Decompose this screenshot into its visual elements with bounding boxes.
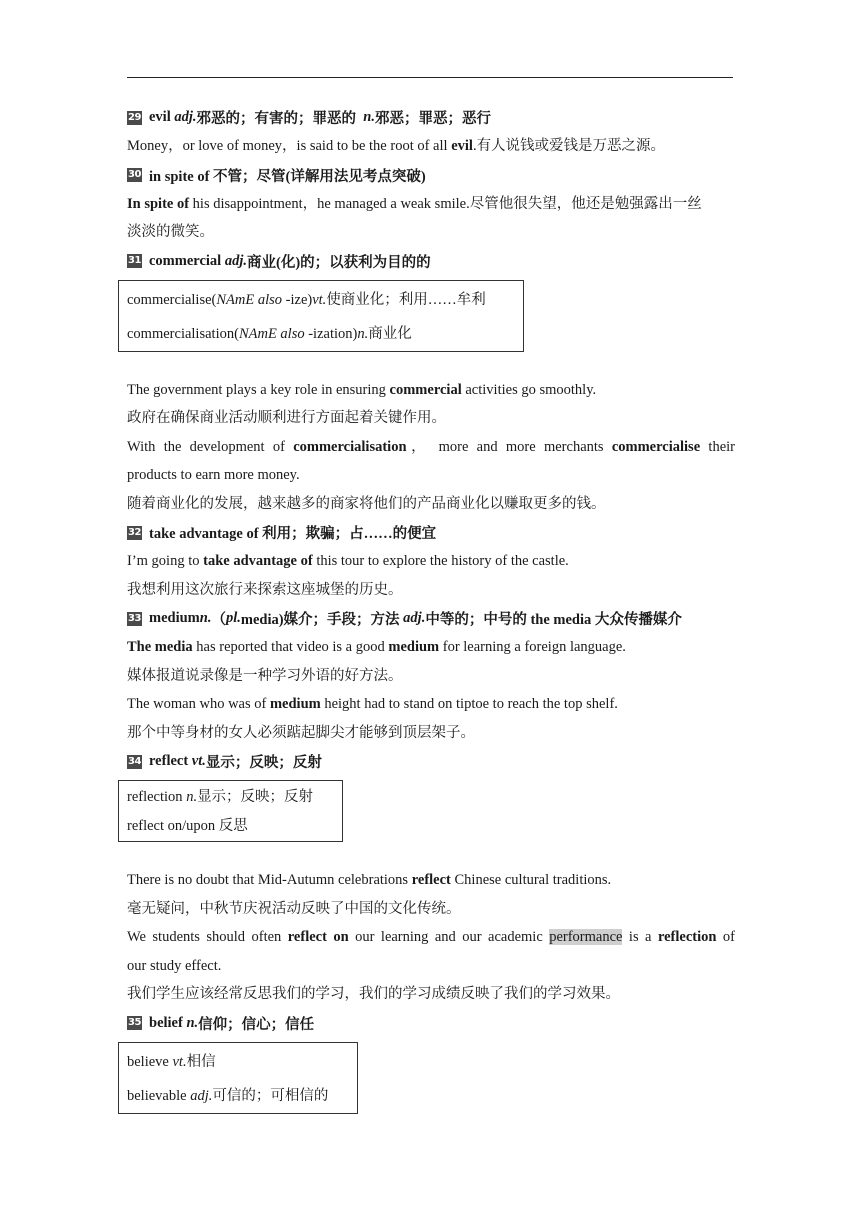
example-text: his disappointment，he managed a weak smile.尽管他很失望，他还是勉强露出一丝 xyxy=(189,195,702,212)
example-text: this tour to explore the history of the castle. xyxy=(312,553,569,569)
definition: 显示；反映；反射 xyxy=(205,755,322,771)
example-sentence xyxy=(127,866,735,895)
entry-number-29: 29 xyxy=(128,111,141,123)
definition: 信仰；信心；信任 xyxy=(198,1016,315,1033)
entry-heading-31 xyxy=(127,247,735,276)
example-text: We students should often xyxy=(127,929,288,945)
part-of-speech: adj. xyxy=(224,252,247,269)
definition: 邪恶的；有害的；罪恶的 xyxy=(196,111,357,127)
headword: belief xyxy=(149,1014,183,1031)
headword: medium xyxy=(149,610,200,626)
usage-note: NAmE also xyxy=(238,325,305,342)
example-text: There is no doubt that Mid-Autumn celebrations xyxy=(127,872,412,888)
example-sentence xyxy=(127,433,735,462)
derivative-item xyxy=(127,317,515,351)
part-of-speech: adj. xyxy=(403,610,426,626)
example-keyword: medium xyxy=(269,696,321,712)
example-keyword: medium xyxy=(388,639,440,655)
headword: in spite of 不管；尽管(详解用法见考点突破) xyxy=(149,168,426,185)
example-text: Chinese cultural traditions. xyxy=(450,872,612,888)
page-content xyxy=(127,103,735,1114)
example-keyword: commercial xyxy=(389,381,462,398)
derivatives-box xyxy=(118,1042,358,1114)
headword: take advantage of 利用；欺骗；占……的便宜 xyxy=(149,526,437,542)
example-keyword: reflection xyxy=(657,929,717,945)
part-of-speech: vt. xyxy=(312,291,327,308)
entry-number-32: 32 xyxy=(128,526,141,538)
derivative-word: -ization) xyxy=(304,325,358,342)
entry-number-33: 33 xyxy=(128,612,141,624)
example-sentence-cont: 淡淡的微笑。 xyxy=(127,224,214,240)
example-keyword: take advantage of xyxy=(203,553,313,569)
definition: 邪恶；罪恶；恶行 xyxy=(374,111,491,127)
example-text: our learning and our academic xyxy=(348,929,550,945)
example-keyword: reflect on xyxy=(287,929,349,945)
definition: 商业(化)的；以获利为目的的 xyxy=(246,254,431,271)
example-text: height had to stand on tiptoe to reach the top shelf. xyxy=(320,696,618,712)
derivative-word: commercialise( xyxy=(127,291,217,308)
part-of-speech: vt. xyxy=(172,1053,187,1070)
example-sentence xyxy=(127,132,735,161)
entry-heading-32 xyxy=(127,518,735,547)
entry-number-35: 35 xyxy=(128,1017,141,1028)
example-text: ， more and more merchants xyxy=(406,438,612,455)
example-text: .有人说钱或爱钱是万恶之源。 xyxy=(472,138,666,154)
derivatives-box xyxy=(118,780,343,842)
example-translation: 我们学生应该经常反思我们的学习，我们的学习成绩反映了我们的学习效果。 xyxy=(127,986,620,1002)
part-of-speech: vt. xyxy=(191,753,206,769)
definition: media)媒介；手段；方法 xyxy=(240,612,400,628)
example-keyword: The media xyxy=(127,639,193,655)
part-of-speech: n. xyxy=(363,109,375,125)
definition: 相信 xyxy=(186,1053,216,1070)
definition: 商业化 xyxy=(368,325,412,342)
highlighted-word: performance xyxy=(549,929,623,945)
entry-heading-29 xyxy=(127,103,735,132)
example-text: of xyxy=(716,929,735,945)
example-keyword: In spite of xyxy=(127,195,190,212)
example-translation: 毫无疑问，中秋节庆祝活动反映了中国的文化传统。 xyxy=(127,900,461,917)
definition: 使商业化；利用……牟利 xyxy=(326,291,486,308)
headword: commercial xyxy=(149,252,222,269)
example-text: With the development of xyxy=(127,438,294,455)
example-sentence xyxy=(127,547,735,576)
derivative-word: commercialisation( xyxy=(127,325,239,342)
example-sentence xyxy=(127,633,735,662)
example-translation: 政府在确保商业活动顺利进行方面起着关键作用。 xyxy=(127,410,446,426)
example-text: their xyxy=(700,438,735,455)
example-sentence-cont: products to earn more money. xyxy=(127,467,300,483)
definition: 可信的；可相信的 xyxy=(212,1087,329,1104)
example-text: Money，or love of money，is said to be the root of all xyxy=(127,138,452,154)
entry-heading-33 xyxy=(127,604,735,633)
entry-heading-30 xyxy=(127,161,735,190)
derivative-item xyxy=(127,783,334,812)
example-text: for learning a foreign language. xyxy=(439,639,626,655)
definition: 显示；反映；反射 xyxy=(197,789,314,805)
entry-heading-34 xyxy=(127,747,735,776)
derivative-item xyxy=(127,1079,349,1113)
derivatives-box xyxy=(118,280,524,352)
derivative-word: believable xyxy=(127,1087,191,1104)
example-keyword: reflect xyxy=(411,872,451,888)
example-text: The woman who was of xyxy=(127,696,270,712)
punctuation: （ xyxy=(211,612,226,628)
derivative-item xyxy=(127,1045,349,1079)
part-of-speech: n. xyxy=(186,1014,199,1031)
example-text: I’m going to xyxy=(127,553,204,569)
header-rule xyxy=(127,77,733,78)
entry-number-34: 34 xyxy=(128,755,141,767)
derivative-word: -ize) xyxy=(282,291,313,308)
entry-number-30: 30 xyxy=(128,169,141,180)
part-of-speech: n. xyxy=(186,789,198,805)
part-of-speech: pl. xyxy=(225,610,241,626)
usage-note: NAmE also xyxy=(216,291,283,308)
example-keyword: commercialisation xyxy=(293,438,407,455)
example-sentence xyxy=(127,690,735,719)
example-translation: 媒体报道说录像是一种学习外语的好方法。 xyxy=(127,667,403,684)
derivative-item: reflect on/upon 反思 xyxy=(127,818,248,834)
entry-number-31: 31 xyxy=(128,255,141,266)
derivative-word: believe xyxy=(127,1053,173,1070)
part-of-speech: adj. xyxy=(190,1087,213,1104)
example-text: activities go smoothly. xyxy=(461,381,597,398)
derivative-item xyxy=(127,283,515,317)
part-of-speech: n. xyxy=(357,325,369,342)
example-keyword: evil xyxy=(451,138,473,154)
example-sentence xyxy=(127,190,735,219)
example-text: is a xyxy=(622,929,658,945)
example-sentence-cont: our study effect. xyxy=(127,957,222,974)
example-sentence xyxy=(127,923,735,952)
entry-heading-35 xyxy=(127,1009,735,1038)
example-text: has reported that video is a good xyxy=(192,639,389,655)
part-of-speech: n. xyxy=(199,610,212,626)
definition: 中等的；中号的 the media 大众传播媒介 xyxy=(425,612,682,628)
headword: reflect xyxy=(149,753,189,769)
example-text: The government plays a key role in ensuring xyxy=(127,381,390,398)
derivative-word: reflection xyxy=(127,789,187,805)
example-keyword: commercialise xyxy=(611,438,701,455)
example-translation: 我想利用这次旅行来探索这座城堡的历史。 xyxy=(127,581,403,598)
headword: evil xyxy=(149,109,171,125)
example-sentence xyxy=(127,376,735,405)
part-of-speech: adj. xyxy=(174,109,197,125)
example-translation: 那个中等身材的女人必须踮起脚尖才能够到顶层架子。 xyxy=(127,724,475,741)
example-translation: 随着商业化的发展，越来越多的商家将他们的产品商业化以赚取更多的钱。 xyxy=(127,495,606,512)
